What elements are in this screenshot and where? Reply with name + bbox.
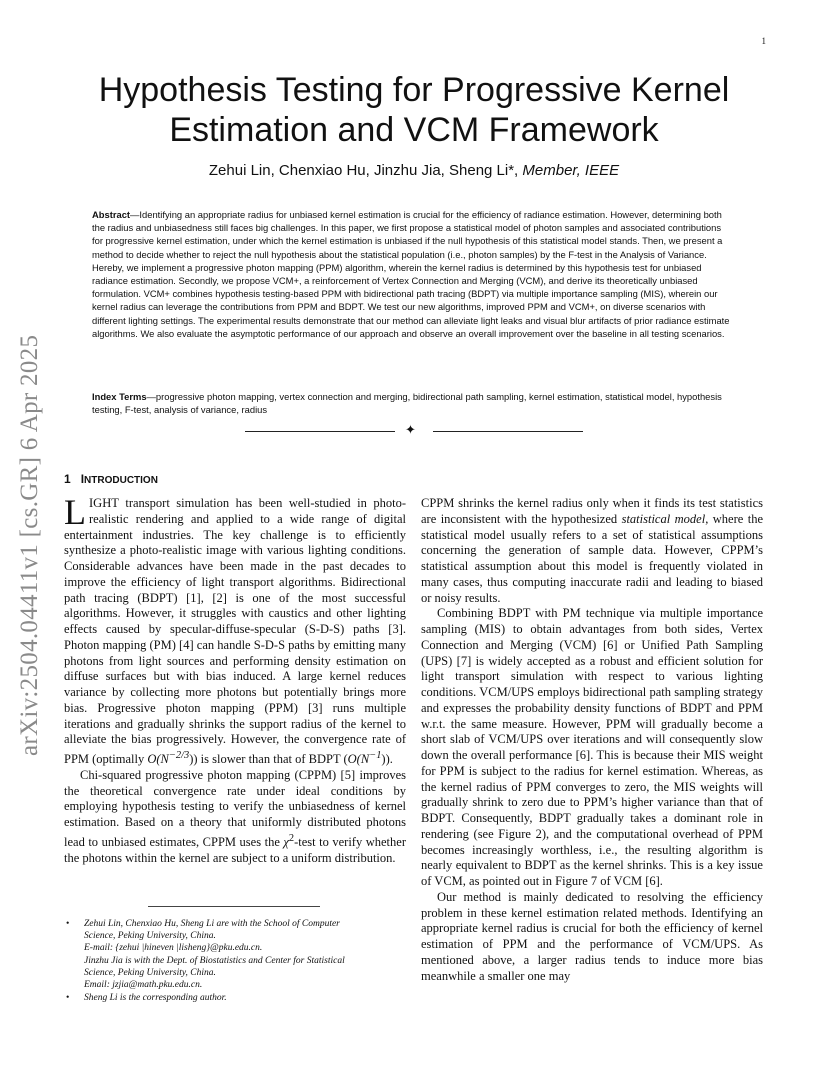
math-bdpt-close: ) <box>381 752 386 767</box>
math-ppm-close: )) <box>189 752 198 767</box>
section-title-rest: NTRODUCTION <box>84 475 158 486</box>
footnote-corresponding-author <box>64 992 408 1004</box>
footnote-line: Science, Peking University, China. <box>84 967 216 978</box>
footnote-bullet: • <box>66 919 70 929</box>
author-names: Zehui Lin, Chenxiao Hu, Jinzhu Jia, Sheng Li*, <box>208 162 523 179</box>
footnote-line: Email: jzjia@math.pku.edu.cn. <box>84 980 203 991</box>
drop-cap: L <box>64 492 86 532</box>
right-p1-text-b: , where the statistical model usually refers to a set of statistical assumptions concerning the generation of sample data. However, CPPM’s statistical assumption about this model is frequently violated in many cases, thus computing inaccurate radii and leading to biased or noisy results. <box>421 511 763 605</box>
author-list <box>60 162 768 179</box>
left-column <box>64 492 406 867</box>
page-number: 1 <box>761 36 766 46</box>
footnote-rule <box>148 906 320 907</box>
right-p1-emphasis: statistical model <box>621 511 706 526</box>
footnote-bullet: • <box>66 993 70 1004</box>
math-chi-exponent: 2 <box>288 832 295 844</box>
intro-p1-text-c: ). <box>385 752 393 767</box>
author-membership: Member, IEEE <box>522 162 620 179</box>
section-heading <box>64 472 158 486</box>
divider-line-left <box>245 431 395 432</box>
math-ppm-exponent: −2/3 <box>168 750 190 761</box>
math-ppm-base: O(N <box>147 752 169 767</box>
index-terms-text: —progressive photon mapping, vertex connection and merging, bidirectional path sampling, kernel estimation, statistical model, hypothesis testing, F-test, analysis of variance, radius <box>92 391 722 416</box>
footnote-line: Zehui Lin, Chenxiao Hu, Sheng Li are with the School of Computer <box>84 919 340 929</box>
right-column <box>421 496 763 984</box>
index-terms-label: Index Terms <box>92 391 147 402</box>
math-complexity-ppm <box>147 752 189 766</box>
footnote-line: Science, Peking University, China. <box>84 931 216 942</box>
right-paragraph-1 <box>421 496 763 606</box>
paper-title <box>60 70 768 150</box>
title-line-1: Hypothesis Testing for Progressive Kernel <box>98 71 730 109</box>
intro-paragraph-2 <box>64 768 406 867</box>
right-paragraph-2: Combining BDPT with PM technique via multiple importance sampling (MIS) to obtain advantages from both sides, Vertex Connection and Merging (VCM) [6] or Unified Path Sampling (UPS) [7] is widely accepted as a robust and efficient solution for light transport simulation with respect to various lighting conditions. VCM/UPS employs bidirectional path sampling strategy and expresses the probability density functions of BDPT and PPM w.r.t. the same measure. However, PPM will gradually become a short slab of VCM/UPS over iterations and will consequently slow down the overall performance [6]. This is because their MIS weight for PPM is subject to the radius for kernel estimation. Whereas, as the kernel radius of PPM converges to zero, the MIS weights will gradually shrink to zero due to PPM’s higher variance than that of BDPT. Consequently, BDPT gradually takes a dominant role in rendering (see Figure 2), and the computational overhead of PPM becomes increasingly worthless, i.e., the resulting algorithm is nearly equivalent to BDPT as the kernel shrinks. This is a key issue of VCM, as pointed out in Figure 7 of VCM [6]. <box>421 606 763 888</box>
math-complexity-bdpt <box>348 752 382 766</box>
intro-p2-text-b: -test to verify whether the photons within the kernel are subject to a uniform distribution. <box>64 835 406 865</box>
arxiv-identifier-stamp: arXiv:2504.04411v1 [cs.GR] 6 Apr 2025 <box>16 334 43 756</box>
math-chi: χ <box>283 835 289 850</box>
abstract-text: —Identifying an appropriate radius for unbiased kernel estimation is crucial for the efficiency of radiance estimation. However, determining both the radius and unbiasedness still faces big challenges. In this paper, we first propose a statistical model of photon samples and associated contributions for progressive kernel estimation, under which the kernel estimation is unbiased if the null hypothesis of this statistical model stands. Then, we present a method to decide whether to reject the null hypothesis about the statistical population (i.e., photon samples) by the F-test in the Analysis of Variance. Hereby, we implement a progressive photon mapping (PPM) algorithm, wherein the kernel radius is determined by this hypothesis test for unbiased radiance estimation. Secondly, we propose VCM+, a reinforcement of Vertex Connection and Merging (VCM), and derive its theoretically unbiased formulation. VCM+ combines hypothesis testing-based PPM with bidirectional path tracing (BDPT) via multiple importance sampling (MIS), wherein our kernel radius can leverage the contributions from PPM and BDPT. We test our new algorithms, improved PPM and VCM+, on diverse scenarios with different lighting settings. The experimental results demonstrate that our method can alleviate light leaks and visual blur artifacts of prior radiance estimate algorithms. We also evaluate the asymptotic performance of our approach and observe an overall improvement over the baseline in all testing scenarios. <box>92 209 730 339</box>
divider-line-right <box>433 431 583 432</box>
abstract <box>92 208 734 340</box>
intro-p1-text-a: transport simulation has been well-studied in photo-realistic rendering and applied to a wide range of digital entertainment industries. The key challenge is to efficiently synthesize a photo-realistic image with various lighting conditions. Considerable advances have been made in the past decades to improve the efficiency of light transport algorithms. Bidirectional path tracing (BDPT) [1], [2] is one of the most successful algorithms. However, it struggles with caustics and other lighting effects caused by specular-diffuse-specular (S-D-S) paths [3]. Photon mapping (PM) [4] can handle S-D-S paths by emitting many photons from light sources and performing density estimation on diffuse surfaces but with bias induced. A large kernel reduces variance by collecting more photons but potentially brings more bias. Progressive photon mapping (PPM) [3] runs multiple iterations and gradually shrinks the support radius of the kernel to alleviate the bias progressively. However, the convergence rate of PPM (optimally <box>64 496 406 767</box>
section-title-first: I <box>80 472 85 486</box>
right-p1-text-a: CPPM shrinks the kernel radius only when it finds its test statistics are inconsistent with the hypothesized <box>421 496 763 526</box>
math-bdpt-base: O(N <box>347 752 370 767</box>
section-number: 1 <box>64 472 71 486</box>
intro-p2-text-a: Chi-squared progressive photon mapping (CPPM) [5] improves the theoretical convergence rate under ideal conditions by employing hypothesis testing to verify the unbiasedness of kernel estimation. Based on a theory that uniformly distributed photons lead to unbiased estimates, CPPM uses the <box>64 767 406 850</box>
footnotes <box>64 918 408 1005</box>
title-line-2: Estimation and VCM Framework <box>169 111 659 149</box>
abstract-label: Abstract <box>92 209 131 220</box>
footnote-affiliations <box>64 918 408 991</box>
intro-smallcaps: IGHT <box>89 496 119 510</box>
right-paragraph-3: Our method is mainly dedicated to resolving the efficiency problem in these kernel estimation related methods. Identifying an appropriate kernel radius is crucial for both the efficiency of kernel estimation of PPM and the performance of VCM/UPS. As mentioned above, a larger radius tends to induce more bias meanwhile a smaller one may <box>421 889 763 983</box>
intro-p1-text-b: is slower than that of BDPT ( <box>197 752 348 767</box>
divider-star-icon: ✦ <box>405 423 416 438</box>
footnote-line: Jinzhu Jia is with the Dept. of Biostatistics and Center for Statistical <box>84 955 345 966</box>
section-divider <box>245 424 583 438</box>
footnote-line: Sheng Li is the corresponding author. <box>84 993 227 1004</box>
intro-paragraph-1 <box>64 492 406 768</box>
index-terms <box>92 390 734 416</box>
footnote-line: E-mail: {zehui |hineven |lisheng}@pku.edu.cn. <box>84 943 263 954</box>
math-bdpt-exponent: −1 <box>369 750 382 761</box>
